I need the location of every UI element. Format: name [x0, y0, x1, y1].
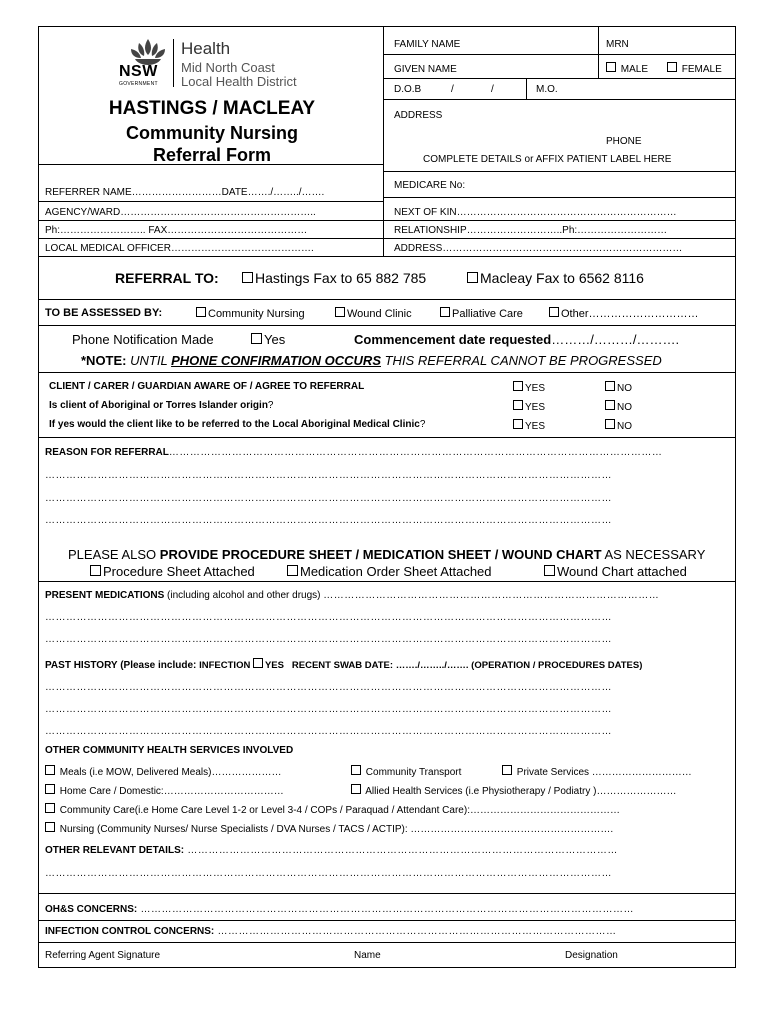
- wound-chart-option[interactable]: [544, 564, 687, 579]
- female-label: FEMALE: [681, 64, 722, 75]
- hastings-option[interactable]: [242, 270, 426, 286]
- clinic-no-checkbox[interactable]: [605, 419, 615, 429]
- question-aboriginal-yes[interactable]: [513, 400, 545, 413]
- wound-chart-label: Wound Chart attached: [557, 564, 687, 579]
- clinic-no-label: NO: [617, 421, 632, 432]
- question-aboriginal-origin: [49, 400, 273, 411]
- clinic-yes-checkbox[interactable]: [513, 419, 523, 429]
- other-option[interactable]: [549, 307, 699, 320]
- meals-checkbox[interactable]: [45, 765, 55, 775]
- question-aware-no[interactable]: [605, 381, 632, 394]
- given-name-label: GIVEN NAME: [394, 64, 457, 75]
- dob-slash-2: /: [491, 84, 494, 95]
- phone-notification-label: Phone Notification Made: [72, 332, 214, 347]
- other-label: Other…………………………: [561, 308, 699, 320]
- title-line-2: Community Nursing: [125, 123, 298, 143]
- meals-option[interactable]: [45, 765, 281, 778]
- other-checkbox[interactable]: [549, 307, 559, 317]
- medications-line-3[interactable]: ………………………………………………………………………………………………………………………………………………: [45, 634, 612, 645]
- phone-notification-yes-option[interactable]: [251, 332, 285, 347]
- infection-control-label: INFECTION CONTROL CONCERNS:: [45, 926, 215, 937]
- clinic-yes-label: YES: [525, 421, 546, 432]
- please-prefix: PLEASE ALSO: [68, 547, 160, 562]
- other-details-field[interactable]: [45, 845, 729, 856]
- procedure-sheet-checkbox[interactable]: [90, 565, 101, 576]
- procedure-sheet-option[interactable]: [90, 564, 255, 579]
- procedure-sheet-label: Procedure Sheet Attached: [103, 564, 255, 579]
- note-prefix: *NOTE:: [81, 353, 127, 368]
- logo-nsw: NSW: [119, 63, 158, 80]
- palliative-care-checkbox[interactable]: [440, 307, 450, 317]
- macleay-label: Macleay Fax to 6562 8116: [480, 270, 644, 286]
- reason-dots: ……………………………………………………………………………………………………………………………: [168, 447, 663, 458]
- other-details-label: OTHER RELEVANT DETAILS:: [45, 845, 185, 856]
- community-nursing-label: Community Nursing: [208, 308, 305, 320]
- aboriginal-origin-suffix: ?: [267, 400, 274, 411]
- infection-control-dots: ……………………………………………………………………………………………………: [214, 926, 617, 937]
- community-transport-checkbox[interactable]: [351, 765, 361, 775]
- ohs-label: OH&S CONCERNS:: [45, 904, 138, 915]
- home-care-checkbox[interactable]: [45, 784, 55, 794]
- past-history-row: [45, 658, 735, 671]
- medication-order-checkbox[interactable]: [287, 565, 298, 576]
- medication-order-option[interactable]: [287, 564, 492, 579]
- please-bold: PROVIDE PROCEDURE SHEET / MEDICATION SHEET / WOUND CHART: [159, 547, 602, 562]
- history-line-3[interactable]: ………………………………………………………………………………………………………………………………………………: [45, 726, 612, 737]
- medication-order-label: Medication Order Sheet Attached: [300, 564, 492, 579]
- other-details-dots: ……………………………………………………………………………………………………………: [184, 845, 618, 856]
- family-name-label: FAMILY NAME: [394, 39, 461, 50]
- history-line-1[interactable]: ………………………………………………………………………………………………………………………………………………: [45, 682, 612, 693]
- mo-label: M.O.: [536, 84, 558, 95]
- meals-label: Meals (i.e MOW, Delivered Meals)…………………: [59, 767, 282, 778]
- aboriginal-clinic-suffix: ?: [419, 419, 426, 430]
- hastings-checkbox[interactable]: [242, 272, 253, 283]
- history-infection: INFECTION: [199, 660, 251, 671]
- hastings-label: Hastings Fax to 65 882 785: [255, 270, 427, 286]
- medications-label: PRESENT MEDICATIONS: [45, 590, 165, 601]
- medications-line-2[interactable]: ………………………………………………………………………………………………………………………………………………: [45, 612, 612, 623]
- phone-notification-yes-checkbox[interactable]: [251, 333, 262, 344]
- macleay-option[interactable]: [467, 270, 644, 286]
- ohs-dots: ……………………………………………………………………………………………………………………………: [137, 904, 635, 915]
- nursing-label: Nursing (Community Nurses/ Nurse Specialists / DVA Nurses / TACS / ACTIP): …………………………………………………….: [59, 824, 614, 835]
- allied-health-label: Allied Health Services (i.e Physiotherapy / Podiatry )……………………: [365, 786, 677, 797]
- home-care-option[interactable]: [45, 784, 284, 797]
- referral-to-row: [115, 270, 219, 286]
- address-label: ADDRESS: [394, 110, 443, 121]
- phone-label: PHONE: [606, 136, 642, 147]
- agency-ward-field[interactable]: AGENCY/WARD…………………………………………………..: [45, 207, 316, 218]
- palliative-care-option[interactable]: [440, 307, 523, 320]
- other-details-line-2[interactable]: ………………………………………………………………………………………………………………………………………………: [45, 868, 612, 879]
- referrer-name-field[interactable]: REFERRER NAME………………………DATE……./……../…….: [45, 187, 325, 198]
- logo-district-1: Mid North Coast: [181, 60, 275, 75]
- question-aware-yes[interactable]: [513, 381, 545, 394]
- title-line-3: Referral Form: [152, 145, 272, 165]
- logo-health: Health: [181, 39, 231, 58]
- reason-line-4[interactable]: ………………………………………………………………………………………………………………………………………………: [45, 515, 612, 526]
- logo-government: GOVERNMENT: [119, 81, 158, 87]
- referral-form: [38, 26, 736, 968]
- ohs-concerns-field[interactable]: [45, 904, 729, 915]
- aware-yes-checkbox[interactable]: [513, 381, 523, 391]
- commencement-label: Commencement date requested: [354, 332, 552, 347]
- aboriginal-no-checkbox[interactable]: [605, 400, 615, 410]
- relationship-field[interactable]: RELATIONSHIP………………………..Ph:………………………: [394, 225, 668, 236]
- medicare-field[interactable]: MEDICARE No:: [394, 180, 466, 191]
- aware-no-label: NO: [617, 383, 632, 394]
- services-header: OTHER COMMUNITY HEALTH SERVICES INVOLVED: [45, 745, 294, 756]
- referring-agent-signature[interactable]: Referring Agent Signature: [45, 950, 161, 961]
- community-care-label: Community Care(i.e Home Care Level 1-2 or Level 3-4 / COPs / Paraquad / Attendant Care):………………………………………: [59, 805, 620, 816]
- female-checkbox[interactable]: [667, 62, 677, 72]
- reason-line-3[interactable]: ………………………………………………………………………………………………………………………………………………: [45, 493, 612, 504]
- reason-line-2[interactable]: ………………………………………………………………………………………………………………………………………………: [45, 470, 612, 481]
- history-line-2[interactable]: ………………………………………………………………………………………………………………………………………………: [45, 704, 612, 715]
- note-rest: THIS REFERRAL CANNOT BE PROGRESSED: [381, 353, 662, 368]
- referrer-phone-fax-field[interactable]: Ph:…………………….. FAX……………………………………: [45, 225, 308, 236]
- male-checkbox[interactable]: [606, 62, 616, 72]
- aboriginal-clinic-text: If yes would the client like to be referred to the Local Aboriginal Medical Clinic: [49, 419, 420, 430]
- wound-chart-checkbox[interactable]: [544, 565, 555, 576]
- male-option[interactable]: [606, 62, 648, 75]
- question-clinic-no[interactable]: [605, 419, 632, 432]
- history-label: PAST HISTORY (Please include:: [45, 660, 200, 671]
- medications-sub: (including alcohol and other drugs): [164, 590, 324, 601]
- community-transport-label: Community Transport: [365, 767, 462, 778]
- dob-slash-1: /: [451, 84, 454, 95]
- next-of-kin-field[interactable]: NEXT OF KIN…………………………………………………………: [394, 207, 677, 218]
- community-nursing-option[interactable]: [196, 307, 305, 320]
- palliative-care-label: Palliative Care: [452, 308, 523, 320]
- home-care-label: Home Care / Domestic:………………………………: [59, 786, 284, 797]
- local-medical-officer-field[interactable]: LOCAL MEDICAL OFFICER…………………………………….: [45, 243, 314, 254]
- community-nursing-checkbox[interactable]: [196, 307, 206, 317]
- title-line-1: HASTINGS / MACLEAY: [108, 98, 316, 119]
- note-until: UNTIL: [126, 353, 172, 368]
- private-services-option[interactable]: [502, 765, 692, 778]
- mrn-label: MRN: [606, 39, 629, 50]
- allied-health-option[interactable]: [351, 784, 676, 797]
- medications-dots: ……………………………………………………………………………………: [323, 590, 660, 601]
- logo-district-2: Local Health District: [181, 74, 297, 89]
- nursing-checkbox[interactable]: [45, 822, 55, 832]
- commencement-date-dots: ………/………/……….: [551, 332, 680, 347]
- commencement-row[interactable]: [354, 332, 679, 347]
- nursing-option[interactable]: [45, 822, 613, 835]
- provide-sheets-notice: [68, 547, 705, 562]
- signature-designation[interactable]: Designation: [565, 950, 618, 961]
- private-services-checkbox[interactable]: [502, 765, 512, 775]
- present-medications-field[interactable]: [45, 590, 729, 601]
- label-note: COMPLETE DETAILS or AFFIX PATIENT LABEL HERE: [423, 154, 672, 165]
- referral-to-label: REFERRAL TO:: [115, 270, 219, 286]
- signature-name[interactable]: Name: [354, 950, 381, 961]
- aware-yes-label: YES: [525, 383, 546, 394]
- infection-control-field[interactable]: [45, 926, 729, 937]
- reason-for-referral-field[interactable]: [45, 447, 729, 458]
- reason-label: REASON FOR REFERRAL: [45, 447, 169, 458]
- wound-clinic-label: Wound Clinic: [347, 308, 412, 320]
- macleay-checkbox[interactable]: [467, 272, 478, 283]
- nok-address-field[interactable]: ADDRESS………………………………………………………………: [394, 243, 683, 254]
- phone-notification-yes-label: Yes: [264, 332, 286, 347]
- aware-no-checkbox[interactable]: [605, 381, 615, 391]
- community-transport-option[interactable]: [351, 765, 461, 778]
- infection-yes-checkbox[interactable]: [253, 658, 263, 668]
- note-phone-confirmation: PHONE CONFIRMATION OCCURS: [171, 353, 381, 368]
- private-services-label: Private Services …………………………: [516, 767, 692, 778]
- wound-clinic-checkbox[interactable]: [335, 307, 345, 317]
- please-suffix: AS NECESSARY: [601, 547, 706, 562]
- assessed-by-label: TO BE ASSESSED BY:: [45, 307, 163, 319]
- dob-label: D.O.B: [394, 84, 422, 95]
- aboriginal-yes-label: YES: [525, 402, 546, 413]
- question-aboriginal-clinic: [49, 419, 425, 430]
- question-aware-agree: CLIENT / CARER / GUARDIAN AWARE OF / AGREE TO REFERRAL: [49, 381, 365, 392]
- history-swab: RECENT SWAB DATE: ……./……../……. (OPERATION / PROCEDURES DATES): [291, 660, 643, 671]
- wound-clinic-option[interactable]: [335, 307, 412, 320]
- confirmation-note: [81, 353, 662, 368]
- aboriginal-yes-checkbox[interactable]: [513, 400, 523, 410]
- allied-health-checkbox[interactable]: [351, 784, 361, 794]
- aboriginal-no-label: NO: [617, 402, 632, 413]
- aboriginal-origin-text: Is client of Aboriginal or Torres Islander origin: [49, 400, 268, 411]
- community-care-option[interactable]: [45, 803, 620, 816]
- question-clinic-yes[interactable]: [513, 419, 545, 432]
- community-care-checkbox[interactable]: [45, 803, 55, 813]
- question-aboriginal-no[interactable]: [605, 400, 632, 413]
- male-label: MALE: [620, 64, 649, 75]
- history-yes: YES: [264, 660, 284, 671]
- female-option[interactable]: [667, 62, 722, 75]
